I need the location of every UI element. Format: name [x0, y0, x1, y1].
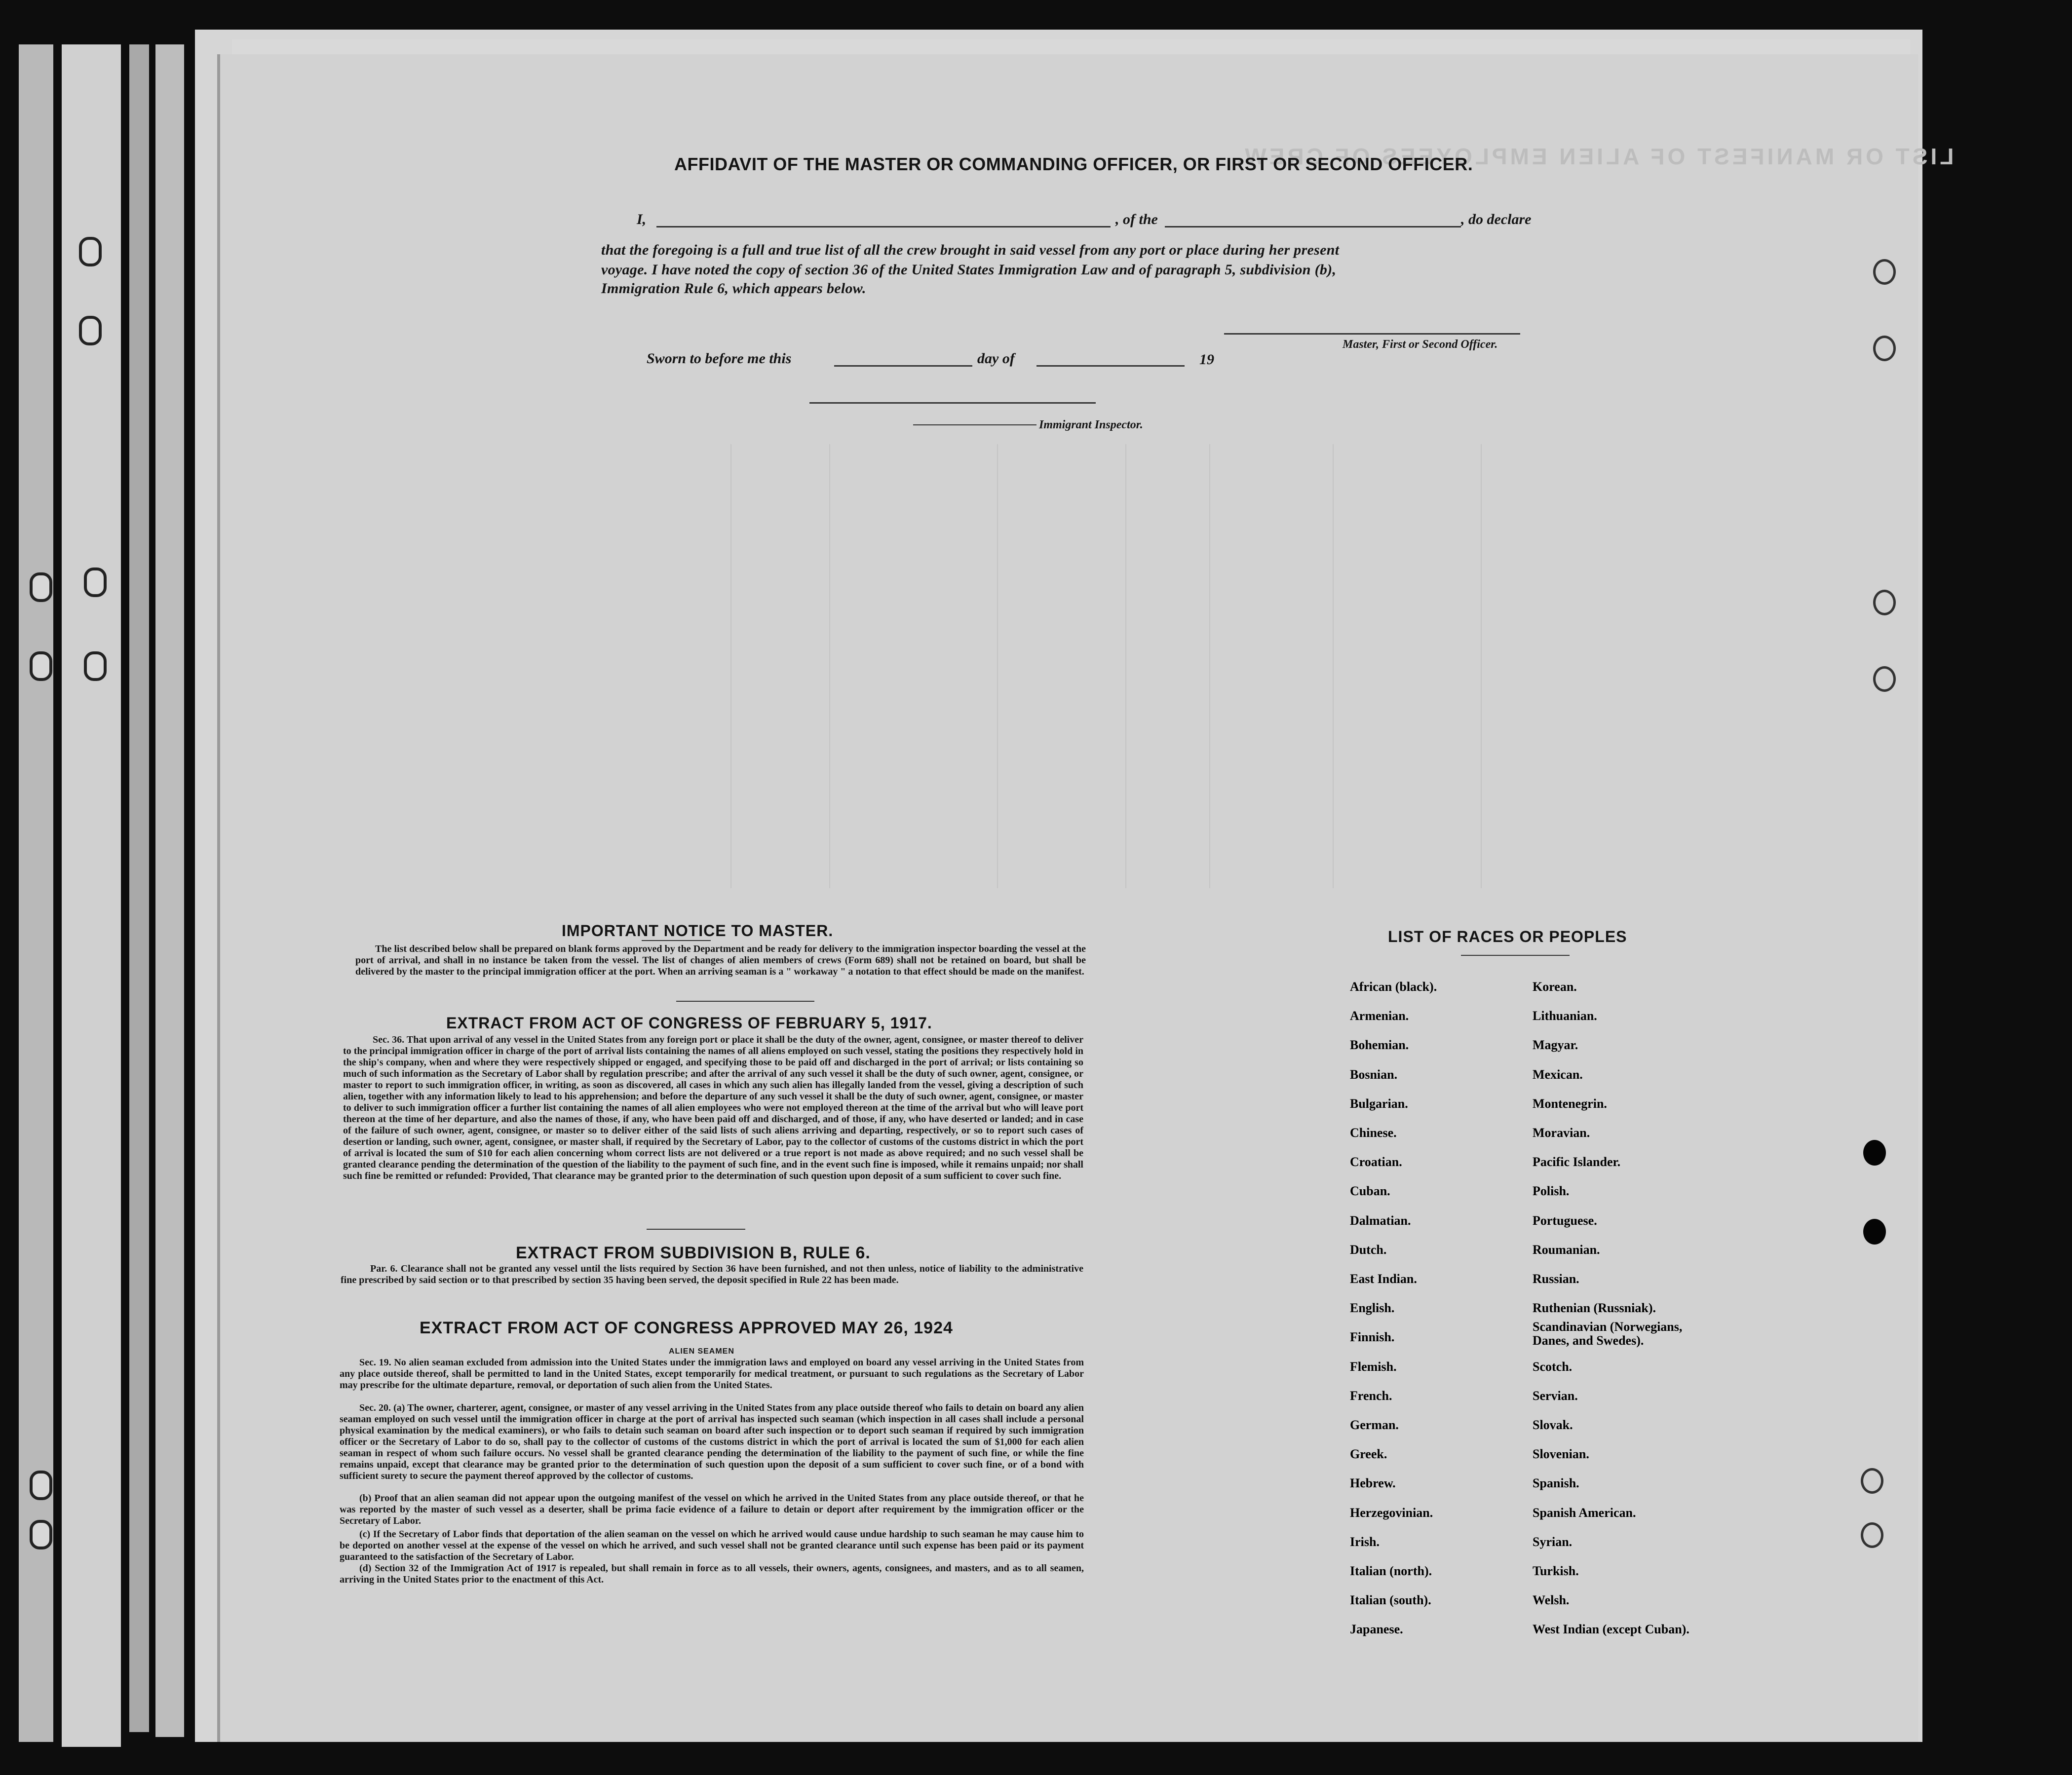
race-item: Flemish. [1350, 1359, 1397, 1374]
affidavit-of-the-label: , of the [1115, 211, 1158, 227]
affidavit-body-line: that the foregoing is a full and true list of all the crew brought in said vessel from any port or place during her present [601, 242, 1340, 258]
race-item: Japanese. [1350, 1622, 1403, 1637]
extract-1917-title: EXTRACT FROM ACT OF CONGRESS OF FEBRUARY 5, 1917. [446, 1014, 932, 1032]
day-of-label: day of [977, 350, 1015, 367]
column-rule [1481, 444, 1482, 888]
extract-1917-body: Sec. 36. That upon arrival of any vessel in the United States from any foreign port or place it shall be the duty of the owner, agent, consignee, or master thereof to deliver to the principal immigration officer in charge of the port of arrival lists containing the names of all aliens employed on such vessel, stating the positions they respectively hold in the ship's company, when and where they were respectively shipped or engaged, and specifying those to be paid off and discharged in the port of arrival; or lists containing so much of such information as the Secretary of Labor shall by regulation prescribe; and after the arrival of any such vessel it shall be the duty of such owner, agent, consignee, or master to report to such immigration officer, in writing, as soon as discovered, all cases in which any such alien has illegally landed from the vessel, giving a description of such alien, together with any information likely to lead to his apprehension; and before the departure of any such vessel it shall be the duty of such owner, agent, consignee, or master to deliver to such immigration officer a further list containing the names of all alien employees who were not employed thereon at the time of the arrival but who will leave port thereon at the time of her departure, and also the names of those, if any, who have been paid off and discharged, and of those, if any, who have deserted or landed; and in case of the failure of such owner, agent, consignee, or master so to deliver either of the said lists of such aliens arriving and departing, respectively, or so to report such cases of desertion or landing, such owner, agent, consignee, or master shall, if required by the Secretary of Labor, pay to the collector of customs of the customs district in which the port of arrival is located the sum of $10 for each alien concerning whom correct lists are not delivered or a true report is not made as above required; and no such vessel shall be granted clearance pending the determination of the question of the liability to the payment of such fine, and in the event such fine is imposed, while it remains unpaid; nor shall such fine be remitted or refunded: Provided, That clearance may be granted prior to the determination of such question upon deposit of a sum sufficient to cover such fine. [343, 1034, 1083, 1181]
race-item: Croatian. [1350, 1155, 1402, 1170]
affidavit-i-label: I, [637, 211, 647, 227]
extract-1924-title: EXTRACT FROM ACT OF CONGRESS APPROVED MAY 26, 1924 [420, 1319, 953, 1337]
sworn-label: Sworn to before me this [647, 350, 792, 367]
race-item: Slovak. [1533, 1418, 1573, 1432]
race-item: Korean. [1533, 980, 1577, 994]
section-rule [647, 1229, 745, 1230]
section-rule [676, 1001, 814, 1002]
race-item: Scotch. [1533, 1359, 1573, 1374]
manifest-page [217, 54, 1918, 1742]
binder-ring-icon [30, 651, 52, 681]
inspector-line [913, 424, 1036, 425]
extract-1924-subtitle: ALIEN SEAMEN [669, 1347, 734, 1356]
extract-1924-sec20d: (d) Section 32 of the Immigration Act of 1917 is repealed, but shall remain in force as to all vessels, their owners, agents, consignees, and masters, and as to all seamen, arriving in the United States prior to the enactment of this Act. [340, 1563, 1084, 1585]
master-signature-label: Master, First or Second Officer. [1343, 338, 1498, 351]
race-item: French. [1350, 1388, 1392, 1403]
binder-ring-icon [30, 1520, 52, 1549]
race-item: Pacific Islander. [1533, 1155, 1621, 1170]
sworn-day-blank[interactable] [834, 365, 972, 367]
punch-hole-icon [1873, 336, 1896, 361]
race-item: Scandinavian (Norwegians, Danes, and Swedes). [1533, 1320, 1683, 1348]
race-item: Syrian. [1533, 1534, 1573, 1549]
notice-body: The list described below shall be prepared on blank forms approved by the Department and be ready for delivery to the immigration inspector boarding the vessel at the port of arrival, and shall in no instance be taken from the vessel. The list of changes of alien members of crews (Form 689) shall not be retained on board, but shall be delivered by the master to the principal immigration officer at the port. When an arriving seaman is a " workaway " a notation to that effect should be made on the manifest. [355, 944, 1086, 977]
race-item: Dalmatian. [1350, 1213, 1411, 1228]
affidavit-body-line: Immigration Rule 6, which appears below. [601, 280, 866, 297]
race-item: Spanish. [1533, 1476, 1579, 1491]
race-item: Finnish. [1350, 1330, 1395, 1345]
race-item: Ruthenian (Russniak). [1533, 1301, 1656, 1316]
punch-hole-icon [1863, 1219, 1886, 1245]
punch-hole-icon [1861, 1522, 1883, 1548]
race-item: West Indian (except Cuban). [1533, 1622, 1689, 1637]
race-item: Bosnian. [1350, 1067, 1398, 1082]
rule6-title: EXTRACT FROM SUBDIVISION B, RULE 6. [516, 1244, 871, 1262]
race-item: Moravian. [1533, 1126, 1590, 1140]
race-item: Dutch. [1350, 1242, 1387, 1257]
race-item: Slovenian. [1533, 1447, 1589, 1462]
binder-ring-icon [30, 1471, 52, 1500]
vessel-name-blank[interactable] [1165, 226, 1461, 227]
binder-strip [62, 44, 121, 1747]
race-item: German. [1350, 1418, 1399, 1432]
binder-ring-icon [30, 572, 52, 602]
race-item: Irish. [1350, 1534, 1380, 1549]
race-item: Portuguese. [1533, 1213, 1597, 1228]
column-rule [1333, 444, 1334, 888]
race-item: Magyar. [1533, 1038, 1578, 1053]
race-item: Servian. [1533, 1388, 1578, 1403]
race-item: Chinese. [1350, 1126, 1397, 1140]
race-item: Bulgarian. [1350, 1096, 1408, 1111]
extract-1924-sec20c: (c) If the Secretary of Labor finds that deportation of the alien seaman on the vessel on which he arrived would cause undue hardship to such seaman he may cause him to be deported on another vessel at the expense of the vessel on which he arrived, and such vessel shall not be granted clearance until such expense has been paid or its payment guaranteed to the satisfaction of the Secretary of Labor. [340, 1529, 1084, 1562]
binder-ring-icon [84, 651, 107, 681]
binder-strip [155, 44, 184, 1737]
title-underline [1461, 955, 1570, 956]
race-item: Welsh. [1533, 1593, 1570, 1608]
race-item: Armenian. [1350, 1009, 1409, 1023]
race-item: Hebrew. [1350, 1476, 1396, 1491]
column-rule [1125, 444, 1126, 888]
race-item: Spanish American. [1533, 1505, 1636, 1520]
rule6-body: Par. 6. Clearance shall not be granted any vessel until the lists required by Section 36 have been furnished, and not then unless, notice of liability to the administrative fine prescribed by said section or to that prescribed by section 35 having been served, the deposit specified in Rule 22 has been made. [341, 1263, 1083, 1285]
extract-1924-sec20a: Sec. 20. (a) The owner, charterer, agent, consignee, or master of any vessel arriving in the United States from any place outside thereof who fails to detain on board any alien seaman employed on such vessel until the immigration officer in charge at the port of arrival has inspected such seaman (which inspection in all cases shall include a personal physical examination by the medical examiners), or who fails to detain such seaman on board after such inspection or to deport such seaman if required by such immigration officer or the Secretary of Labor to do so, shall pay to the collector of customs of the customs district in which the port of arrival is located the sum of $1,000 for each alien seaman in respect of whom such failure occurs. No vessel shall be granted clearance pending the determination of the liability to the payment of such fine, or while the fine remains unpaid, except that clearance may be granted prior to the determination of such question upon the deposit of a sum sufficient to cover such fine, or of a bond with sufficient surety to secure the payment thereof approved by the collector of customs. [340, 1402, 1084, 1481]
punch-hole-icon [1873, 259, 1896, 285]
binder-strip [129, 44, 149, 1732]
race-item: Mexican. [1533, 1067, 1583, 1082]
column-rule [730, 444, 731, 888]
affidavit-do-declare: , do declare [1461, 211, 1532, 227]
race-item: Herzegovinian. [1350, 1505, 1433, 1520]
punch-hole-icon [1873, 590, 1896, 615]
punch-hole-icon [1873, 666, 1896, 692]
extract-1924-sec19: Sec. 19. No alien seaman excluded from admission into the United States under the immigration laws and employed on board any vessel arriving in the United States from any place outside thereof, shall be permitted to land in the United States, except temporarily for medical treatment, or pursuant to such regulations as the Secretary of Labor may prescribe for the ultimate departure, removal, or deportation of such alien from the United States. [340, 1357, 1084, 1391]
affidavit-body-line: voyage. I have noted the copy of section 36 of the United States Immigration Law and of paragraph 5, subdivision (b), [601, 262, 1337, 278]
year-label: 19 [1199, 351, 1214, 368]
inspector-label: Immigrant Inspector. [1039, 418, 1143, 431]
extract-1924-sec20b: (b) Proof that an alien seaman did not appear upon the outgoing manifest of the vessel on which he arrived in the United States from any place outside thereof, or that he was reported by the master of such vessel as a deserter, shall be prima facie evidence of a failure to detain or deport after requirement by the immigration officer or the Secretary of Labor. [340, 1493, 1084, 1526]
punch-hole-icon [1863, 1140, 1886, 1166]
bleed-through-header: LIST OR MANIFEST OF ALIEN EMPLOYEES OF CREW. [1234, 144, 1954, 169]
race-item: East Indian. [1350, 1272, 1417, 1286]
races-title: LIST OF RACES OR PEOPLES [1388, 928, 1627, 945]
race-item: Montenegrin. [1533, 1096, 1607, 1111]
inspector-signature-line[interactable] [809, 402, 1096, 404]
race-item: African (black). [1350, 980, 1437, 994]
race-item: English. [1350, 1301, 1395, 1316]
race-item: Roumanian. [1533, 1242, 1600, 1257]
master-signature-line[interactable] [1224, 333, 1520, 335]
notice-title: IMPORTANT NOTICE TO MASTER. [562, 922, 834, 940]
race-item: Italian (south). [1350, 1593, 1431, 1608]
race-item: Polish. [1533, 1184, 1570, 1199]
affidavit-title: AFFIDAVIT OF THE MASTER OR COMMANDING OFFICER, OR FIRST OR SECOND OFFICER. [674, 154, 1473, 174]
race-item: Bohemian. [1350, 1038, 1409, 1053]
race-item: Turkish. [1533, 1564, 1579, 1578]
race-item: Cuban. [1350, 1184, 1390, 1199]
column-rule [997, 444, 998, 888]
race-item: Lithuanian. [1533, 1009, 1597, 1023]
race-item: Italian (north). [1350, 1564, 1432, 1578]
punch-hole-icon [1861, 1468, 1883, 1494]
binder-ring-icon [84, 567, 107, 597]
column-rule [1209, 444, 1210, 888]
binder-ring-icon [79, 316, 102, 345]
officer-name-blank[interactable] [656, 226, 1111, 227]
sworn-month-blank[interactable] [1036, 365, 1185, 367]
binder-ring-icon [79, 237, 102, 266]
race-item: Greek. [1350, 1447, 1387, 1462]
race-item: Russian. [1533, 1272, 1579, 1286]
column-rule [829, 444, 830, 888]
title-underline [642, 940, 711, 941]
